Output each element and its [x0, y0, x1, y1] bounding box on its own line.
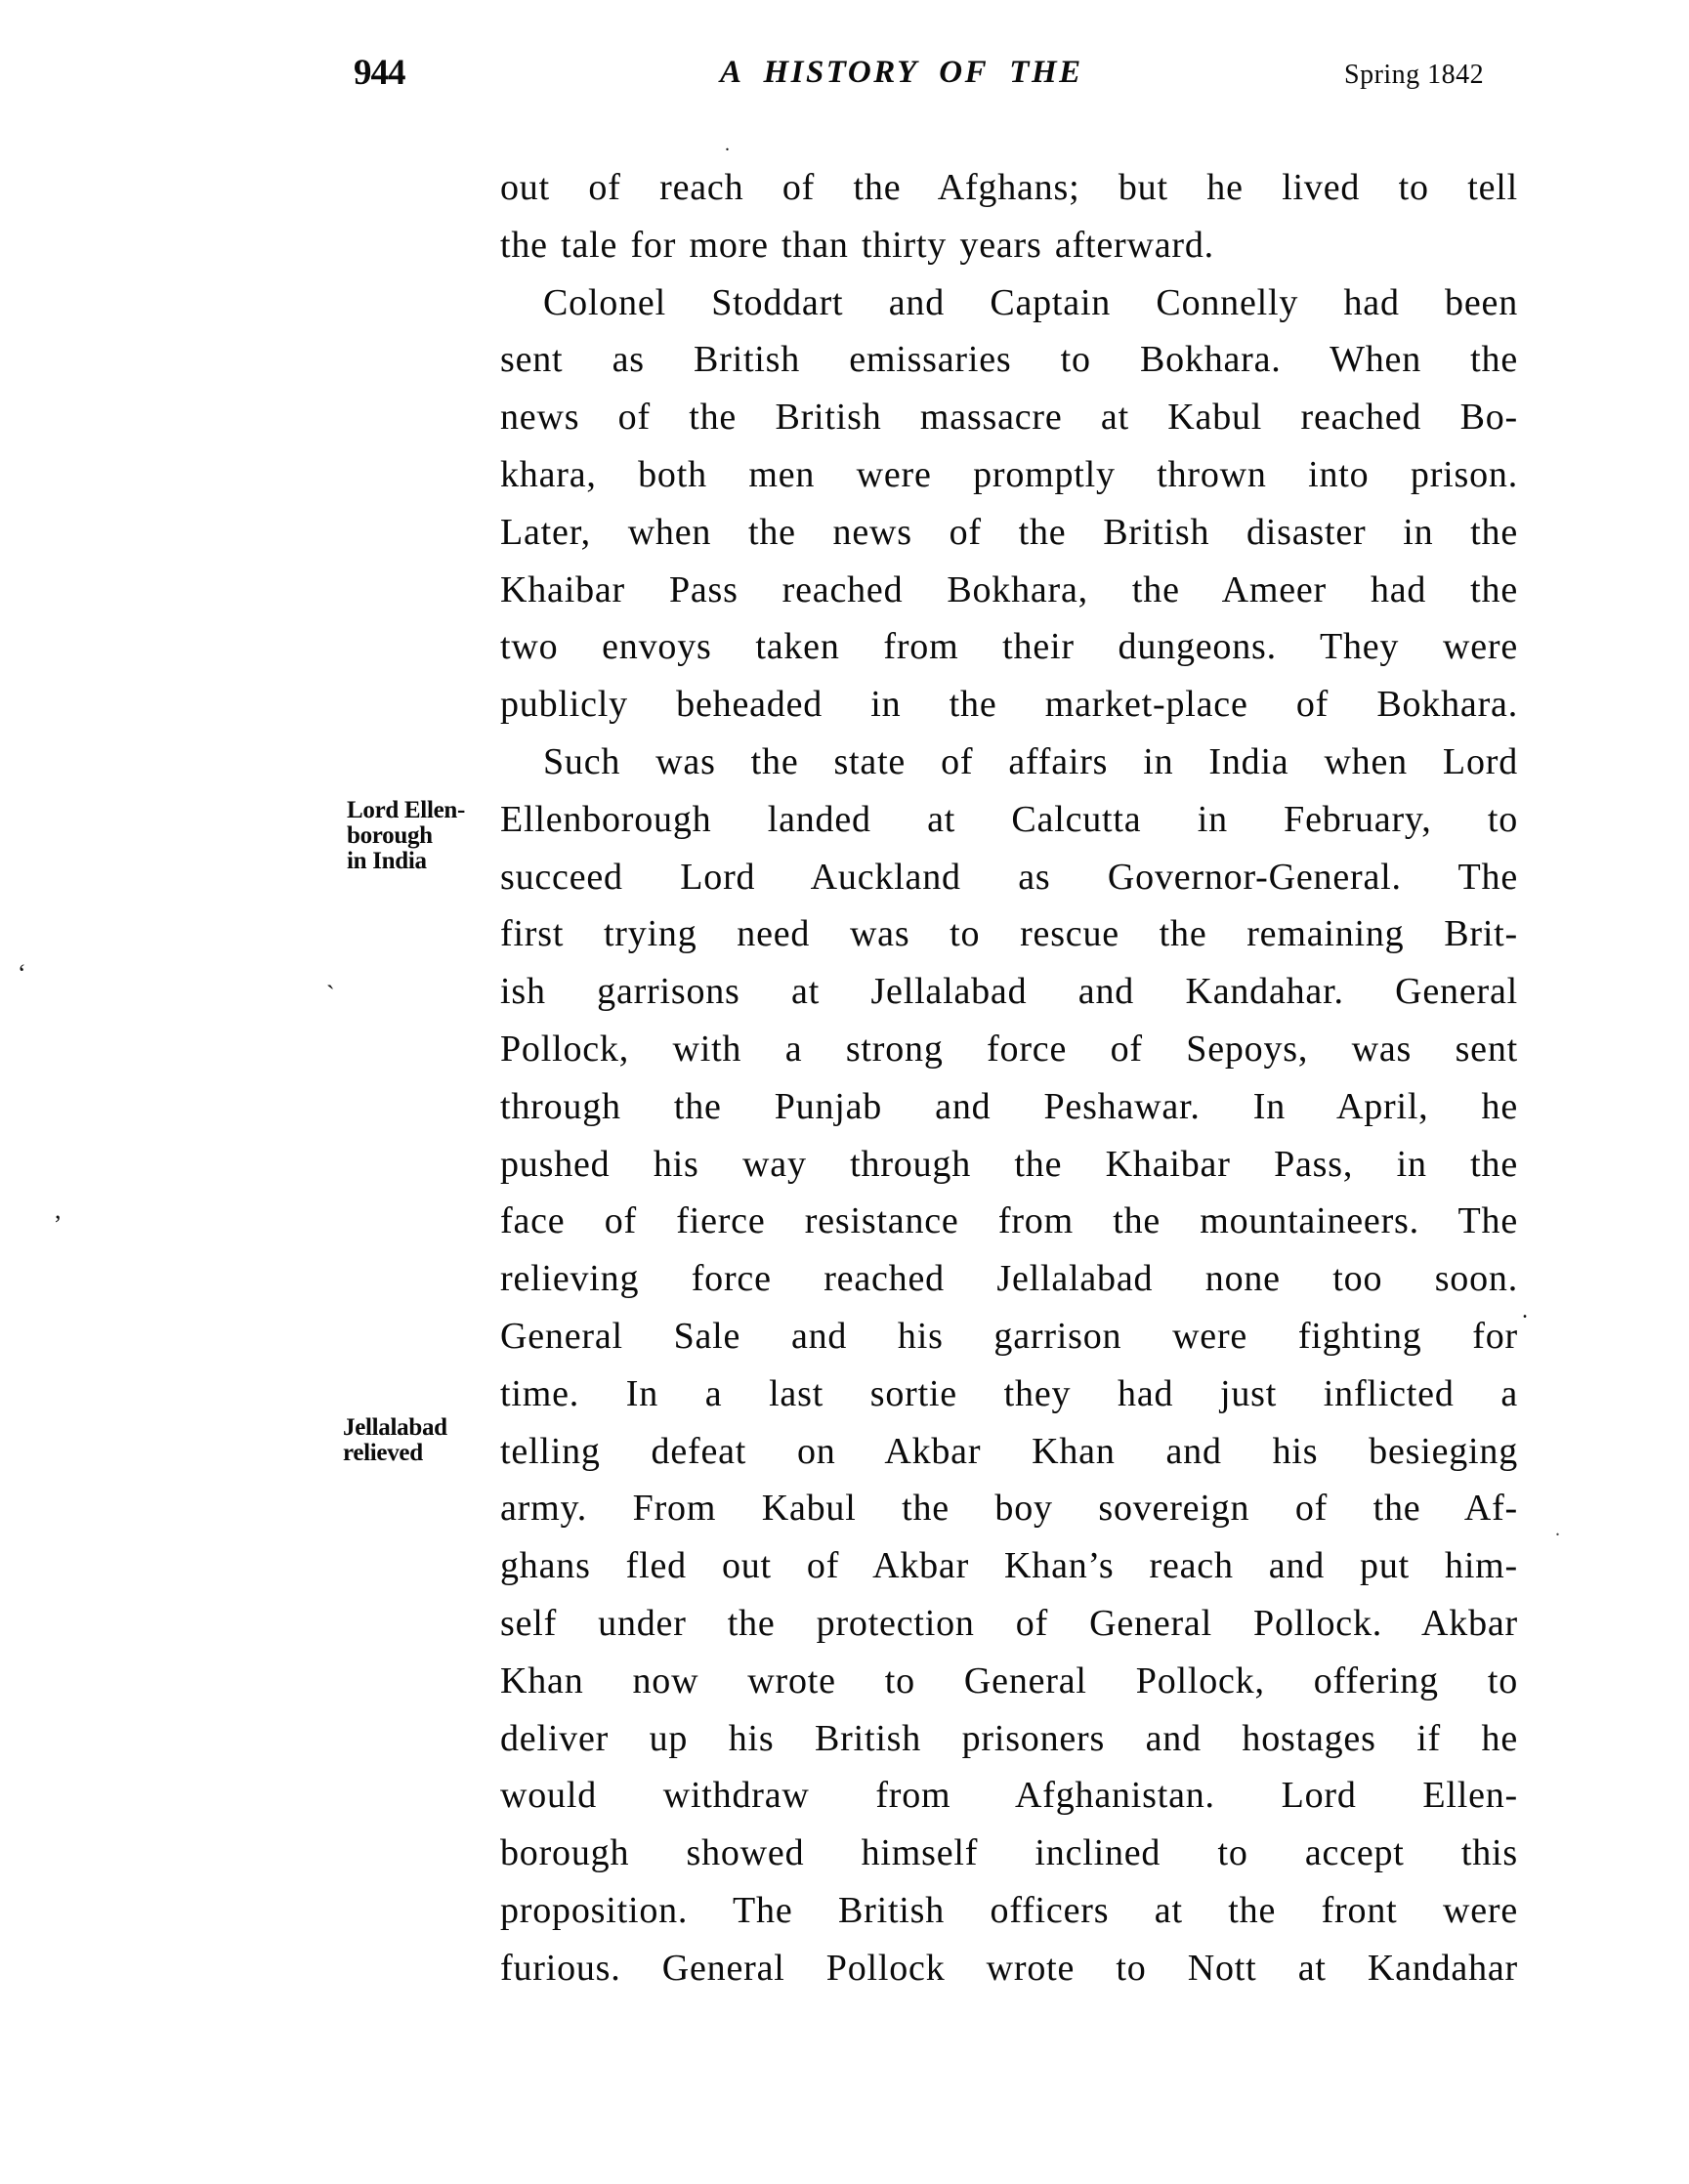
body-line: khara, both men were promptly thrown into prison.: [500, 454, 1518, 495]
body-line: proposition. The British officers at the front were: [500, 1890, 1518, 1931]
margin-note-line: Lord Ellen-: [347, 797, 466, 823]
running-date: Spring 1842: [1344, 60, 1485, 90]
body-line: news of the British massacre at Kabul reached Bo-: [500, 397, 1518, 438]
ink-speck: .: [1522, 1298, 1528, 1323]
body-line: pushed his way through the Khaibar Pass, in the: [500, 1144, 1518, 1185]
body-line: deliver up his British prisoners and hostages if he: [500, 1718, 1518, 1759]
body-line: would withdraw from Afghanistan. Lord Ellen-: [500, 1775, 1518, 1816]
body-line: army. From Kabul the boy sovereign of the Af-: [500, 1488, 1518, 1529]
body-line: self under the protection of General Pollock. Akbar: [500, 1603, 1518, 1644]
ink-speck: ʻ: [18, 959, 26, 987]
ink-speck: .: [1555, 1519, 1560, 1540]
body-line: General Sale and his garrison were fighting for: [500, 1316, 1518, 1357]
body-line: Later, when the news of the British disaster in the: [500, 512, 1518, 553]
ink-speck: .: [725, 134, 730, 155]
margin-note-line: borough: [347, 822, 433, 849]
margin-note-line: in India: [347, 848, 427, 874]
body-line: ish garrisons at Jellalabad and Kandahar. General: [500, 971, 1518, 1012]
body-line: Ellenborough landed at Calcutta in February, to: [500, 799, 1518, 840]
margin-note-line: relieved: [343, 1440, 423, 1466]
body-line: Colonel Stoddart and Captain Connelly had been: [543, 282, 1518, 323]
body-line: Khaibar Pass reached Bokhara, the Ameer had the: [500, 569, 1518, 610]
ink-speck: `: [326, 981, 335, 1009]
ink-speck: ,: [55, 1196, 62, 1224]
body-line: sent as British emissaries to Bokhara. When the: [500, 339, 1518, 380]
page-number: 944: [354, 53, 405, 93]
body-line: the tale for more than thirty years afterward.: [500, 225, 1214, 266]
body-line: telling defeat on Akbar Khan and his besieging: [500, 1431, 1518, 1472]
margin-note-lord-ellenborough: [347, 798, 508, 874]
margin-note-jellalabad-relieved: [343, 1415, 504, 1466]
body-line: furious. General Pollock wrote to Nott at Kandahar: [500, 1948, 1518, 1989]
body-line: relieving force reached Jellalabad none too soon.: [500, 1258, 1518, 1299]
body-line: Pollock, with a strong force of Sepoys, was sent: [500, 1029, 1518, 1070]
body-line: out of reach of the Afghans; but he lived to tell: [500, 167, 1518, 208]
body-line: borough showed himself inclined to accept this: [500, 1832, 1518, 1873]
body-line: succeed Lord Auckland as Governor-General. The: [500, 857, 1518, 898]
margin-note-line: Jellalabad: [343, 1414, 447, 1441]
body-line: through the Punjab and Peshawar. In April, he: [500, 1086, 1518, 1127]
body-line: Khan now wrote to General Pollock, offering to: [500, 1660, 1518, 1701]
body-line: first trying need was to rescue the remaining Brit-: [500, 913, 1518, 954]
body-line: time. In a last sortie they had just inflicted a: [500, 1373, 1518, 1414]
body-line: Such was the state of affairs in India when Lord: [543, 741, 1518, 782]
body-line: face of fierce resistance from the mountaineers. The: [500, 1200, 1518, 1241]
body-line: ghans fled out of Akbar Khan’s reach and put him-: [500, 1545, 1518, 1586]
body-line: publicly beheaded in the market-place of Bokhara.: [500, 684, 1518, 725]
body-line: two envoys taken from their dungeons. They were: [500, 626, 1518, 667]
running-title: A HISTORY OF THE: [720, 55, 1083, 90]
